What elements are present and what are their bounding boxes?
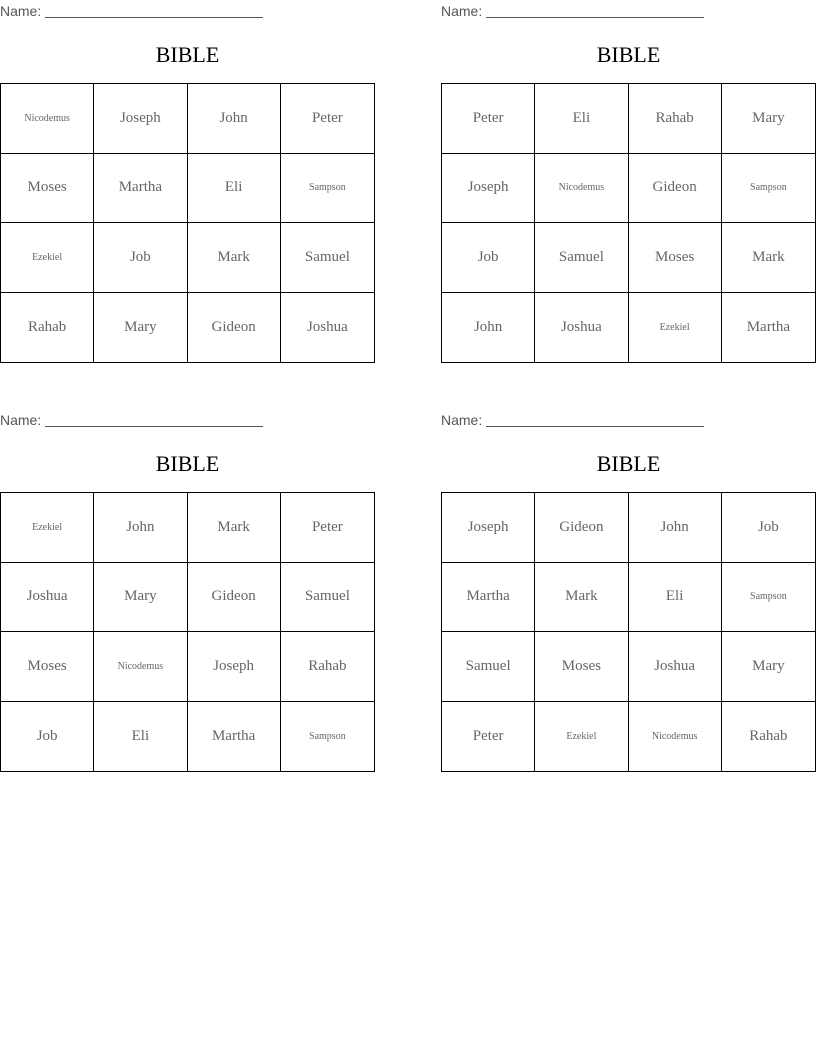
bingo-grid (441, 83, 816, 363)
bingo-card (441, 409, 816, 774)
bingo-cell: Mary (722, 84, 815, 154)
name-label: Name: (0, 412, 42, 428)
bingo-cell: Joseph (94, 84, 187, 154)
bingo-cell: Mark (188, 493, 281, 563)
bingo-card (0, 0, 375, 365)
bingo-grid (0, 492, 375, 772)
bingo-cell: Mark (535, 563, 628, 633)
bingo-cell: Peter (442, 702, 535, 772)
bingo-cell: John (442, 293, 535, 363)
bingo-cell: Moses (629, 223, 722, 293)
name-field (441, 2, 704, 20)
bingo-cell: Joshua (1, 563, 94, 633)
bingo-cell: Nicodemus (535, 154, 628, 224)
bingo-cell: Rahab (749, 727, 788, 744)
bingo-cell: Martha (188, 702, 281, 772)
bingo-cell: Moses (535, 632, 628, 702)
bingo-cell: Sampson (722, 154, 815, 224)
bingo-cell: Joshua (535, 293, 628, 363)
bingo-cell: Mary (94, 293, 187, 363)
name-blank-line (45, 411, 263, 427)
bingo-cell: Rahab (281, 632, 374, 702)
name-label: Name: (441, 3, 483, 19)
bingo-cell: Eli (188, 154, 281, 224)
card-title: BIBLE (155, 42, 220, 67)
card-title: BIBLE (596, 42, 661, 67)
bingo-cell: Moses (1, 154, 94, 224)
bingo-grid (0, 83, 375, 363)
bingo-cell: Job (1, 702, 94, 772)
bingo-cell: Eli (535, 84, 628, 154)
bingo-card (441, 0, 816, 365)
bingo-cell: Ezekiel (1, 493, 94, 563)
bingo-cell: John (188, 84, 281, 154)
bingo-cell: Gideon (535, 493, 628, 563)
card-title: BIBLE (155, 451, 220, 476)
name-blank-line (45, 2, 263, 18)
name-field (0, 2, 263, 20)
bingo-cell: Joshua (629, 632, 722, 702)
bingo-cell: Nicodemus (1, 84, 94, 154)
bingo-cell: Samuel (535, 223, 628, 293)
bingo-cell: Rahab (629, 84, 722, 154)
name-blank-line (486, 411, 704, 427)
bingo-cell: Joshua (306, 318, 348, 335)
bingo-cell: Sampson (281, 154, 374, 224)
name-label: Name: (441, 412, 483, 428)
bingo-cell: Sampson (722, 563, 815, 633)
bingo-cell: Martha (746, 318, 791, 335)
card-title: BIBLE (596, 451, 661, 476)
bingo-cell: Joseph (188, 632, 281, 702)
bingo-cell: Mark (188, 223, 281, 293)
bingo-cell: Mary (722, 632, 815, 702)
name-field (0, 411, 263, 429)
bingo-cell: Eli (94, 702, 187, 772)
bingo-grid (441, 492, 816, 772)
bingo-cell: John (94, 493, 187, 563)
name-field (441, 411, 704, 429)
bingo-cell: Joseph (442, 154, 535, 224)
bingo-cell: Moses (1, 632, 94, 702)
bingo-cell: Peter (281, 493, 374, 563)
bingo-cell: Mary (94, 563, 187, 633)
bingo-cell: Gideon (188, 563, 281, 633)
bingo-cell: Job (94, 223, 187, 293)
bingo-cell: Samuel (442, 632, 535, 702)
bingo-cell: Rahab (1, 293, 94, 363)
bingo-cell: Sampson (309, 730, 346, 742)
bingo-cell: Job (722, 493, 815, 563)
name-label: Name: (0, 3, 42, 19)
bingo-cell: Nicodemus (629, 702, 722, 772)
name-blank-line (486, 2, 704, 18)
bingo-cell: Ezekiel (1, 223, 94, 293)
bingo-cell: Eli (629, 563, 722, 633)
bingo-cell: Joseph (442, 493, 535, 563)
bingo-cell: Peter (442, 84, 535, 154)
bingo-cell: Peter (281, 84, 374, 154)
bingo-cell: Nicodemus (94, 632, 187, 702)
bingo-cell: Ezekiel (535, 702, 628, 772)
bingo-cell: John (629, 493, 722, 563)
bingo-cell: Martha (94, 154, 187, 224)
bingo-cell: Samuel (281, 563, 374, 633)
bingo-cell: Job (442, 223, 535, 293)
bingo-cell: Gideon (629, 154, 722, 224)
bingo-cell: Gideon (188, 293, 281, 363)
bingo-cell: Samuel (281, 223, 374, 293)
bingo-card (0, 409, 375, 774)
bingo-cell: Ezekiel (629, 293, 722, 363)
bingo-cell: Martha (442, 563, 535, 633)
bingo-cell: Mark (722, 223, 815, 293)
